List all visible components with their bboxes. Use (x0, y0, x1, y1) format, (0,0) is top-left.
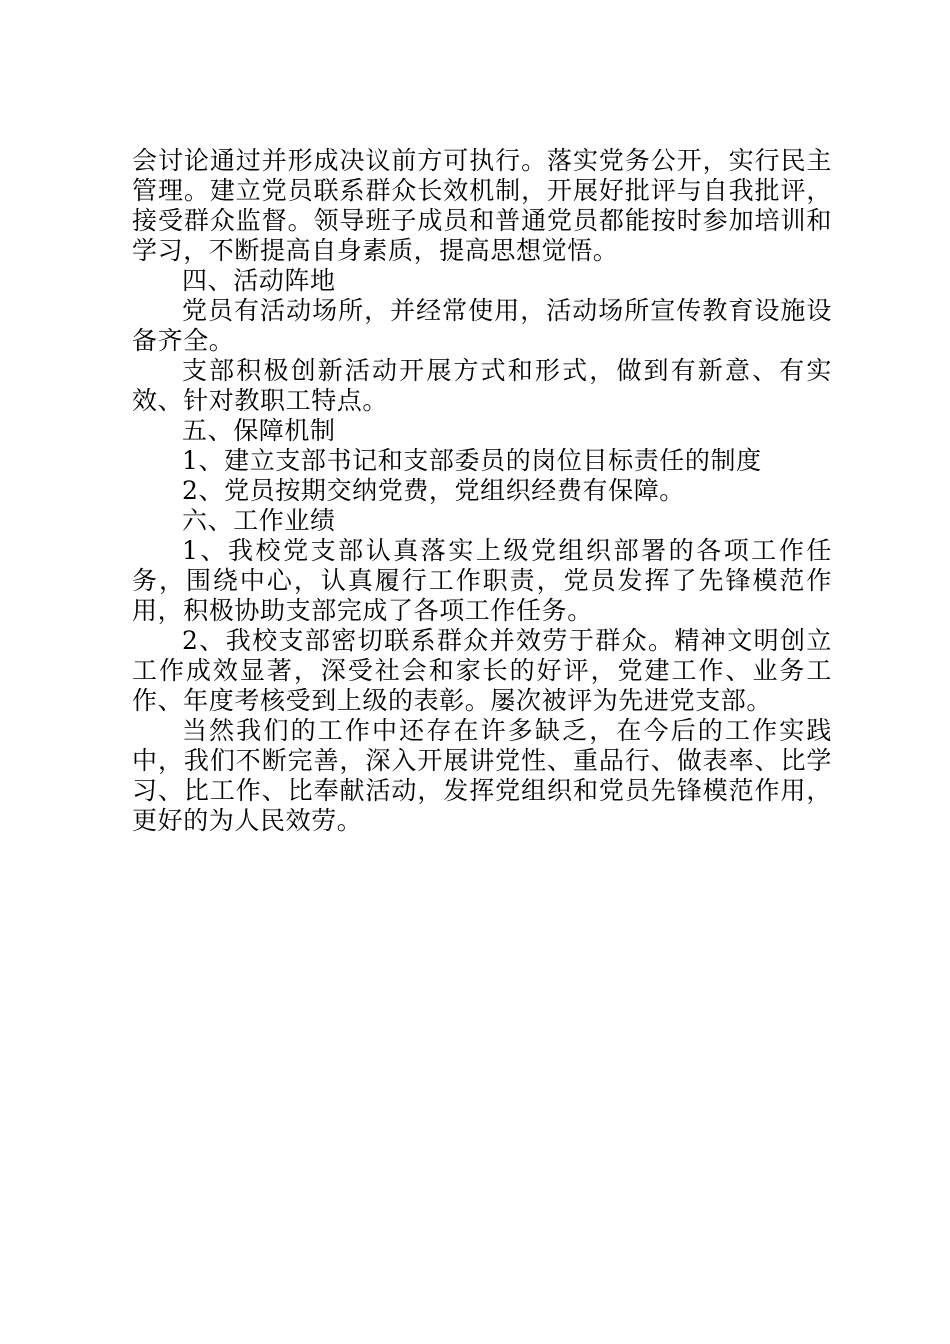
document-body (132, 146, 832, 836)
list-item-achievement-2: 2、我校支部密切联系群众并效劳于群众。精神文明创立工作成效显著，深受社会和家长的好评，党建工作、业务工作、年度考核受到上级的表彰。屡次被评为先进党支部。 (132, 626, 832, 715)
section-heading-guarantee: 五、保障机制 (182, 416, 336, 445)
section-heading-achievements: 六、工作业绩 (182, 506, 336, 535)
section-heading-activity-venue: 四、活动阵地 (182, 266, 336, 295)
paragraph-continuation: 会讨论通过并形成决议前方可执行。落实党务公开，实行民主管理。建立党员联系群众长效机制，开展好批评与自我批评，接受群众监督。领导班子成员和普通党员都能按时参加培训和学习，不断提高自身素质，提高思想觉悟。 (132, 146, 832, 265)
paragraph-venue: 党员有活动场所，并经常使用，活动场所宣传教育设施设备齐全。 (132, 296, 832, 355)
list-item-guarantee-1: 1、建立支部书记和支部委员的岗位目标责任的制度 (182, 446, 762, 475)
paragraph-conclusion: 当然我们的工作中还存在许多缺乏，在今后的工作实践中，我们不断完善，深入开展讲党性、重品行、做表率、比学习、比工作、比奉献活动，发挥党组织和党员先锋模范作用，更好的为人民效劳。 (132, 716, 832, 835)
paragraph-innovation: 支部积极创新活动开展方式和形式，做到有新意、有实效、针对教职工特点。 (132, 356, 832, 415)
list-item-achievement-1: 1、我校党支部认真落实上级党组织部署的各项工作任务，围绕中心，认真履行工作职责，党员发挥了先锋模范作用，积极协助支部完成了各项工作任务。 (132, 536, 832, 625)
list-item-guarantee-2: 2、党员按期交纳党费，党组织经费有保障。 (182, 476, 685, 505)
